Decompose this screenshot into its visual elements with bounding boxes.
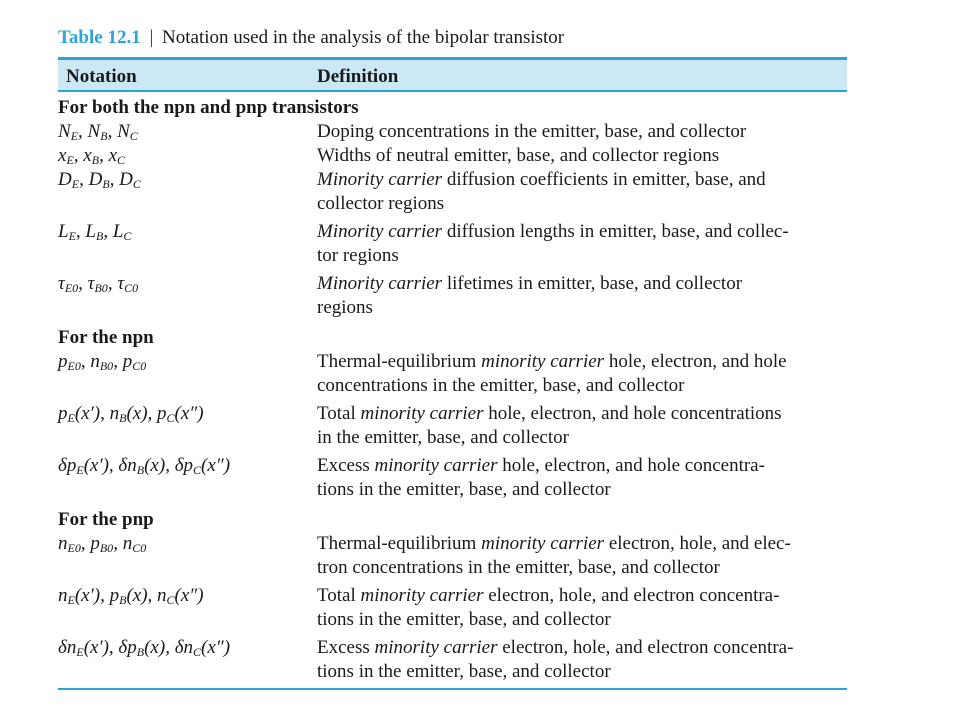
notation-cell: $x_E$, $x_B$, $x_C$	[58, 145, 126, 167]
notation-cell: $n_{E0}$, $p_{B0}$, $n_{C0}$	[58, 533, 147, 555]
table-caption	[58, 27, 564, 49]
table-bottom-rule	[58, 688, 847, 690]
notation-cell: $N_E$, $N_B$, $N_C$	[58, 121, 138, 143]
notation-cell: $L_E$, $L_B$, $L_C$	[58, 221, 132, 243]
definition-cell: Thermal-equilibrium minority carrier hole, electron, and hole concentrations in the emitter, base, and collector	[317, 351, 787, 396]
notation-cell: $\tau_{E0}$, $\tau_{B0}$, $\tau_{C0}$	[58, 273, 139, 295]
table-header	[58, 57, 847, 92]
notation-cell: $\delta p_E(x')$, $\delta n_B(x)$, $\delta p_C(x'')$	[58, 455, 231, 477]
section-heading: For the npn	[58, 327, 154, 348]
table-row	[58, 168, 847, 216]
table-row	[58, 220, 847, 268]
notation-cell: $D_E$, $D_B$, $D_C$	[58, 169, 141, 191]
table-row	[58, 272, 847, 320]
table-number: Table 12.1	[58, 27, 141, 48]
table-row	[58, 454, 847, 502]
notation-cell: $p_{E0}$, $n_{B0}$, $p_{C0}$	[58, 351, 147, 373]
definition-cell: Widths of neutral emitter, base, and collector regions	[317, 145, 720, 166]
section-heading: For the pnp	[58, 509, 154, 530]
table-row	[58, 120, 847, 144]
table-body	[58, 96, 847, 684]
caption-separator: |	[149, 27, 154, 48]
section-heading: For both the npn and pnp transistors	[58, 97, 359, 118]
table-row	[58, 532, 847, 580]
definition-cell: Minority carrier diffusion coefficients in emitter, base, and collector regions	[317, 169, 766, 214]
definition-cell: Total minority carrier electron, hole, and electron concentra- tions in the emitter, base, and collector	[317, 585, 780, 630]
definition-cell: Excess minority carrier hole, electron, and hole concentra- tions in the emitter, base, and collector	[317, 455, 765, 500]
notation-cell: $\delta n_E(x')$, $\delta p_B(x)$, $\delta n_C(x'')$	[58, 637, 231, 659]
table-row	[58, 144, 847, 168]
definition-cell: Doping concentrations in the emitter, base, and collector	[317, 121, 747, 142]
definition-cell: Thermal-equilibrium minority carrier electron, hole, and elec- tron concentrations in the emitter, base, and collector	[317, 533, 791, 578]
notation-table	[58, 57, 847, 690]
table-title: Notation used in the analysis of the bipolar transistor	[162, 27, 565, 48]
notation-cell: $n_E(x')$, $p_B(x)$, $n_C(x'')$	[58, 585, 204, 607]
table-row	[58, 636, 847, 684]
table-row	[58, 402, 847, 450]
table-row	[58, 584, 847, 632]
table-row	[58, 350, 847, 398]
header-notation: Notation	[66, 66, 137, 87]
definition-cell: Excess minority carrier electron, hole, and electron concentra- tions in the emitter, base, and collector	[317, 637, 794, 682]
definition-cell: Minority carrier lifetimes in emitter, base, and collector regions	[317, 273, 743, 318]
notation-cell: $p_E(x')$, $n_B(x)$, $p_C(x'')$	[58, 403, 204, 425]
definition-cell: Minority carrier diffusion lengths in emitter, base, and collec- tor regions	[317, 221, 789, 266]
header-definition: Definition	[317, 66, 399, 87]
definition-cell: Total minority carrier hole, electron, and hole concentrations in the emitter, base, and collector	[317, 403, 782, 448]
